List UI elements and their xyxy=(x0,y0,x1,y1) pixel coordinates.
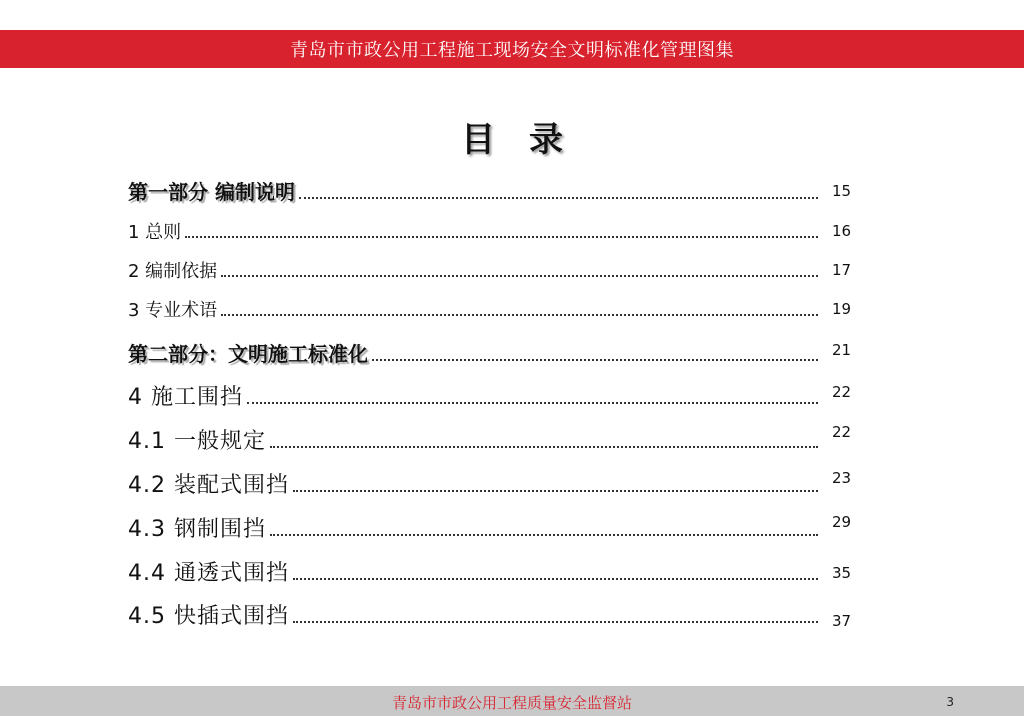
toc-entry-label: 第一部分 编制说明 xyxy=(128,180,295,204)
toc-entry[interactable] xyxy=(128,468,818,499)
toc-entry-label: 4.5 快插式围挡 xyxy=(128,604,289,629)
toc-entry-page: 21 xyxy=(832,341,852,359)
toc-entry-page: 19 xyxy=(832,300,852,318)
toc-entry-page: 16 xyxy=(832,222,852,240)
toc-entry[interactable] xyxy=(128,599,818,630)
toc-entry-page: 29 xyxy=(832,513,852,531)
toc-entry-part-2[interactable] xyxy=(128,338,818,367)
toc-entry-page: 37 xyxy=(832,612,852,630)
header-bar xyxy=(0,30,1024,68)
footer-bar xyxy=(0,686,1024,716)
toc-leader-dots xyxy=(221,275,818,277)
page-title: 目录 xyxy=(461,120,597,160)
toc-entry[interactable] xyxy=(128,380,818,411)
toc-leader-dots xyxy=(293,578,818,580)
toc-leader-dots xyxy=(372,359,818,361)
toc-entry[interactable] xyxy=(128,218,818,244)
toc-entry-part-1[interactable] xyxy=(128,176,818,205)
toc-entry-label: 3 专业术语 xyxy=(128,300,218,321)
toc-entry[interactable] xyxy=(128,556,818,587)
toc-leader-dots xyxy=(221,314,818,316)
header-title: 青岛市市政公用工程施工现场安全文明标准化管理图集 xyxy=(290,40,734,61)
toc-leader-dots xyxy=(293,490,818,492)
toc-entry-label: 4.1 一般规定 xyxy=(128,429,266,454)
toc-entry-label: 2 编制依据 xyxy=(128,261,218,282)
toc-entry-page: 22 xyxy=(832,383,852,401)
toc-entry-label: 第二部分：文明施工标准化 xyxy=(128,342,368,366)
toc-entry-label: 1 总则 xyxy=(128,222,182,243)
toc-entry-page: 23 xyxy=(832,469,852,487)
toc-entry-label: 4.2 装配式围挡 xyxy=(128,473,289,498)
toc-leader-dots xyxy=(185,236,818,238)
toc-entry[interactable] xyxy=(128,257,818,283)
toc-leader-dots xyxy=(293,621,818,623)
toc-leader-dots xyxy=(247,402,818,404)
toc-entry-page: 22 xyxy=(832,423,852,441)
toc-entry[interactable] xyxy=(128,296,818,322)
page-number: 3 xyxy=(946,695,954,709)
toc-entry[interactable] xyxy=(128,512,818,543)
toc-entry-label: 4 施工围挡 xyxy=(128,385,243,410)
toc-entry-page: 15 xyxy=(832,182,852,200)
toc-entry-label: 4.3 钢制围挡 xyxy=(128,517,266,542)
toc-entry-label: 4.4 通透式围挡 xyxy=(128,561,289,586)
toc-leader-dots xyxy=(270,534,818,536)
toc-entry-page: 35 xyxy=(832,564,852,582)
toc-leader-dots xyxy=(299,197,818,199)
toc-leader-dots xyxy=(270,446,818,448)
toc-entry-page: 17 xyxy=(832,261,852,279)
toc-entry[interactable] xyxy=(128,424,818,455)
footer-organization: 青岛市市政公用工程质量安全监督站 xyxy=(391,694,632,712)
